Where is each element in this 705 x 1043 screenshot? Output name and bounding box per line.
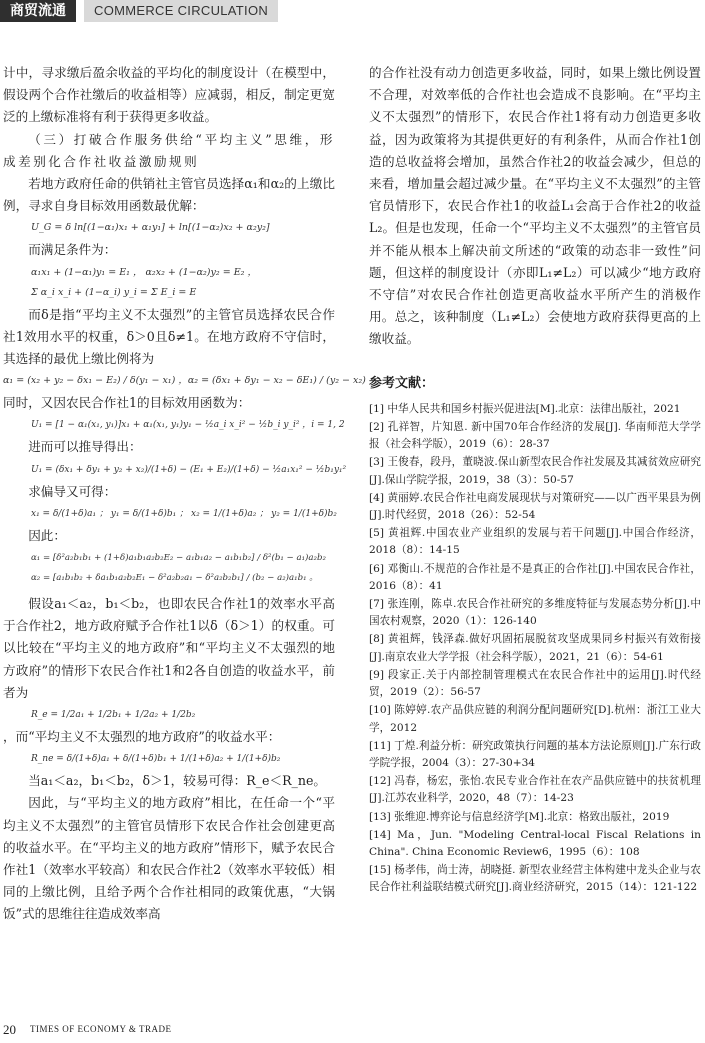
formula-revenue-e: R_e = 1/2a₁ + 1/2b₁ + 1/2a₂ + 1/2b₂ xyxy=(31,710,196,721)
paragraph: 进而可以推导得出： xyxy=(28,439,142,455)
paragraph: 当a₁＜a₂，b₁＜b₂，δ＞1，较易可得：R_e＜R_ne。 xyxy=(28,773,327,789)
section-heading: （三）打破合作服务供给“平均主义”思维，形成差别化合作社收益激励规则 xyxy=(3,131,335,169)
section-tag-en: COMMERCE CIRCULATION xyxy=(84,0,278,22)
right-column xyxy=(369,62,701,898)
reference-item: [8] 黄祖辉，钱泽森.做好巩固拓展脱贫攻坚成果同乡村振兴有效衔接[J].南京农业大学学报（社会科学版），2021，21（6）：54-61 xyxy=(369,633,701,663)
reference-item: [13] 张维迎.博弈论与信息经济学[M].北京：格致出版社，2019 xyxy=(369,810,670,823)
references-list xyxy=(369,401,701,897)
magazine-name: TIMES OF ECONOMY & TRADE xyxy=(30,1024,172,1034)
formula-alpha2: α₂ = [a₁b₁b₂ + δa₁b₁a₂b₂E₁ − δ²a₂b₂a₁ − δ²a₂b₂b₁] / (b₂ − a₂)a₁b₁ 。 xyxy=(31,573,318,584)
formula-derived: U₁ = (δx₁ + δy₁ + y₂ + x₂)/(1+δ) − (E₁ + E₂)/(1+δ) − ½a₁x₁² − ½b₁y₁² xyxy=(31,464,347,475)
references-title: 参考文献： xyxy=(369,375,435,391)
paragraph: 求偏导又可得： xyxy=(28,483,117,499)
paragraph: ，而“平均主义不太强烈的地方政府”的收益水平： xyxy=(3,729,281,745)
reference-item: [5] 黄祖辉.中国农业产业组织的发展与若干问题[J].中国合作经济，2018（8）：14-15 xyxy=(369,527,701,557)
reference-item: [6] 邓衡山.不规范的合作社是不是真正的合作社[J].中国农民合作社，2016（8）：41 xyxy=(369,562,701,592)
formula-partial: x₁ = δ/(1+δ)a₁ ； y₁ = δ/(1+δ)b₁ ； x₂ = 1/(1+δ)a₂ ； y₂ = 1/(1+δ)b₂ xyxy=(31,508,337,519)
reference-item: [10] 陈婷婷.农产品供应链的利润分配问题研究[D].杭州：浙江工业大学，2012 xyxy=(369,704,701,734)
reference-item: [4] 黄丽婷.农民合作社电商发展现状与对策研究——以广西平果县为例[J].时代经贸，2018（26）：52-54 xyxy=(369,491,701,522)
formula-revenue-ne: R_ne = δ/(1+δ)a₁ + δ/(1+δ)b₁ + 1/(1+δ)a₂ + 1/(1+δ)b₂ xyxy=(31,754,281,765)
reference-item: [14] Ma，Jun. "Modeling Central-local Fiscal Relations in China". China Economic Review6，1995（6）：108 xyxy=(369,828,701,858)
paragraph: 计中，寻求缴后盈余收益的平均化的制度设计（在模型中，假设两个合作社缴后的收益相等）应减弱，相反，制定更宽泛的上缴标准将有利于获得更多收益。 xyxy=(3,65,335,125)
paragraph: 因此，与“平均主义的地方政府”相比，在任命一个“平均主义不太强烈”的主管官员情形下农民合作社会创建更高的收益水平。在“平均主义的地方政府”情形下，赋予农民合作社1（效率水平较高）和农民合作社2（效率水平较低）相同的上缴比例，且给予两个合作社相同的政策优惠，“大锅饭”式的思维往往造成效率高 xyxy=(3,795,335,922)
paragraph: 因此： xyxy=(28,527,66,543)
page-number: 20 xyxy=(3,1022,16,1037)
formula-utility-government: U_G = δ ln[(1−α₁)x₁ + α₁y₁] + ln[(1−α₂)x₂ + α₂y₂] xyxy=(31,222,270,234)
reference-item: [15] 杨孝伟，尚士涛，胡晓挺. 新型农业经营主体构建中龙头企业与农民合作社利益联结模式研究[J].商业经济研究，2015（14）：121-122 xyxy=(369,864,701,894)
formula-optimal-ratio: α₁ = (x₂ + y₂ − δx₁ − E₂) / δ(y₁ − x₁) ，α₂ = (δx₁ + δy₁ − x₂ − δE₁) / (y₂ − x₂) xyxy=(3,375,366,387)
formula-alpha1: α₁ = [δ²a₂b₁b₁ + (1+δ)a₁b₁a₂b₂E₂ − a₁b₁a₂ − a₁b₁b₂] / δ²(b₁ − a₁)a₂b₂ xyxy=(31,553,326,564)
paragraph: 若地方政府任命的供销社主管官员选择α₁和α₂的上缴比例，寻求自身目标效用函数最优解： xyxy=(3,176,335,214)
reference-item: [1] 中华人民共和国乡村振兴促进法[M].北京：法律出版社，2021 xyxy=(369,402,681,415)
left-column xyxy=(3,62,366,926)
formula-constraint-2: Σ α_i x_i + (1−α_i) y_i = Σ E_i = E xyxy=(31,286,197,298)
reference-item: [3] 王俊春，段丹，董晓波.保山新型农民合作社发展及其减贫效应研究[J].保山学院学报，2019，38（3）：50-57 xyxy=(369,456,701,486)
page-footer xyxy=(0,1020,705,1040)
paragraph: 假设a₁＜a₂，b₁＜b₂，也即农民合作社1的效率水平高于合作社2，地方政府赋予合作社1以δ（δ＞1）的权重。可以比较在“平均主义的地方政府”和“平均主义不太强烈的地方政府”的情形下农民合作社1和2各自创造的收益水平，前者为 xyxy=(3,596,335,700)
paragraph: 而δ是指“平均主义不太强烈”的主管官员选择农民合作社1效用水平的权重，δ＞0且δ≠1。在地方政府不守信时，其选择的最优上缴比例将为 xyxy=(3,306,335,367)
page-header xyxy=(0,0,705,24)
paragraph: 而满足条件为： xyxy=(28,242,117,258)
reference-item: [12] 冯春，杨宏，张怡.农民专业合作社在农产品供应链中的扶贫机理[J].江苏农业科学，2020，48（7）：14-23 xyxy=(369,775,701,805)
paragraph: 的合作社没有动力创造更多收益，同时，如果上缴比例设置不合理，对效率低的合作社也会造成不良影响。在“平均主义不太强烈”的情形下，农民合作社1将有动力创造更多收益，因为政策将为其提供更好的有利条件，从而合作社1创造的总收益将会增加，虽然合作社2的收益会减少，但总的来看，增加量会超过减少量。在“平均主义不太强烈”的主管官员情形下，农民合作社1的收益L₁会高于合作社2的收益L₂。但是也发现，任命一个“平均主义不太强烈”的主管官员并不能从根本上解决前文所述的“政策的动态非一致性”问题，但这样的制度设计（亦即L₁≠L₂）可以减少“地方政府不守信”对农民合作社创造更高收益水平所产生的消极作用。总之，该种制度（L₁≠L₂）会使地方政府获得更高的上缴收益。 xyxy=(369,65,701,347)
reference-item: [11] 丁煌.利益分析：研究政策执行问题的基本方法论原则[J].广东行政学院学报，2004（3）：27-30+34 xyxy=(369,739,701,769)
formula-constraint-1: α₁x₁ + (1−α₁)y₁ = E₁ ， α₂x₂ + (1−α₂)y₂ = E₂ ， xyxy=(31,266,257,278)
reference-item: [7] 张连刚，陈卓.农民合作社研究的多维度特征与发展态势分析[J].中国农村观察，2020（1）：126-140 xyxy=(369,598,701,628)
reference-item: [9] 段家正.关于内部控制管理模式在农民合作社中的运用[J].时代经贸，2019（2）：56-57 xyxy=(369,668,701,699)
paragraph: 同时，又因农民合作社1的目标效用函数为： xyxy=(3,395,251,411)
reference-item: [2] 孔祥智，片知恩. 新中国70年合作经济的发展[J]. 华南师范大学学报（社会科学版），2019（6）：28-37 xyxy=(369,421,701,451)
formula-utility-coop: U₁ = [1 − α₁(x₁, y₁)]x₁ + α₁(x₁, y₁)y₁ − ½a_i x_i² − ½b_i y_i² ，i = 1, 2 xyxy=(31,420,345,431)
section-tag-cn: 商贸流通 xyxy=(0,0,76,22)
